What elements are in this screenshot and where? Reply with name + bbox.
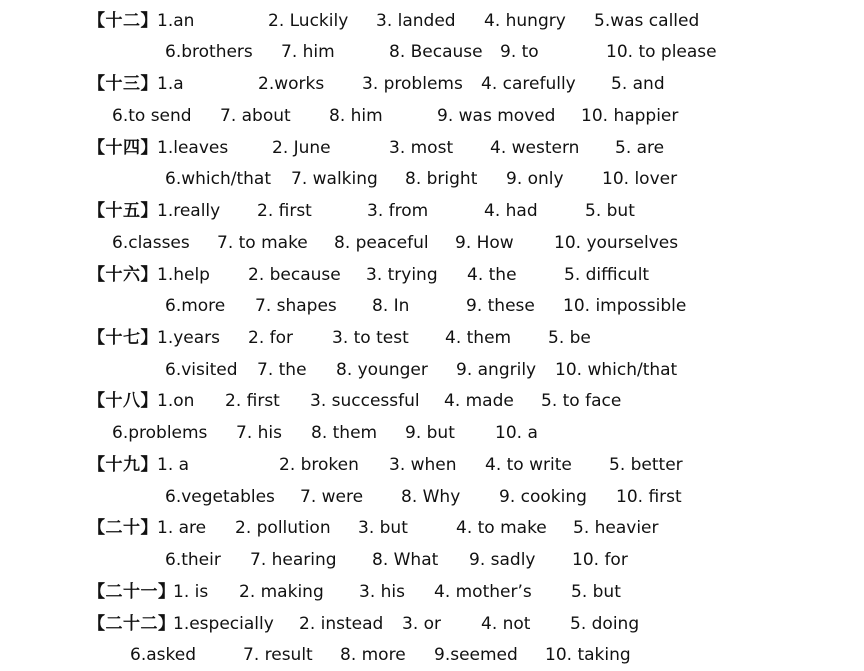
answer-item: 2. instead xyxy=(299,614,384,634)
section-label: 【十五】 xyxy=(88,201,158,221)
answer-item: 8. younger xyxy=(336,360,428,380)
section-label: 【十七】 xyxy=(88,328,158,348)
answer-item: 7. walking xyxy=(291,169,378,189)
answer-item: 6.asked xyxy=(130,645,196,665)
answer-item: 5. but xyxy=(585,201,635,221)
answer-item: 6.brothers xyxy=(165,42,253,62)
answer-item: 5. better xyxy=(609,455,683,475)
answer-item: 8. What xyxy=(372,550,439,570)
answer-item: 3. to test xyxy=(332,328,409,348)
answer-item: 9.seemed xyxy=(434,645,518,665)
answer-item: 7. the xyxy=(257,360,307,380)
answer-item: 8. more xyxy=(340,645,406,665)
answer-line-17-a xyxy=(0,326,864,350)
answer-item: 4. to write xyxy=(485,455,572,475)
answer-item: 10. to please xyxy=(606,42,717,62)
answer-item: 9. was moved xyxy=(437,106,556,126)
answer-item: 4. to make xyxy=(456,518,547,538)
answer-line-16-b xyxy=(0,294,864,318)
section-label: 【十六】 xyxy=(88,265,158,285)
answer-item: 4. hungry xyxy=(484,11,566,31)
answer-item: 5. and xyxy=(611,74,665,94)
answer-item: 1.an xyxy=(157,11,195,31)
answer-item: 10. for xyxy=(572,550,628,570)
answer-item: 6.which/that xyxy=(165,169,271,189)
answer-line-12-a xyxy=(0,9,864,33)
answer-item: 3. from xyxy=(367,201,429,221)
answer-item: 9. to xyxy=(500,42,539,62)
answer-line-20-b xyxy=(0,548,864,572)
answer-item: 7. his xyxy=(236,423,282,443)
answer-item: 5.was called xyxy=(594,11,700,31)
answer-item: 10. taking xyxy=(545,645,631,665)
answer-item: 10. which/that xyxy=(555,360,678,380)
answer-item: 1.especially xyxy=(173,614,274,634)
answer-item: 5. are xyxy=(615,138,665,158)
answer-item: 2. because xyxy=(248,265,341,285)
answer-item: 1.leaves xyxy=(157,138,229,158)
answer-line-19-a xyxy=(0,453,864,477)
answer-item: 1.a xyxy=(157,74,184,94)
answer-item: 7. shapes xyxy=(255,296,337,316)
answer-item: 3. problems xyxy=(362,74,463,94)
answer-item: 9. sadly xyxy=(469,550,536,570)
answer-line-18-a xyxy=(0,389,864,413)
answer-item: 8. him xyxy=(329,106,383,126)
answer-item: 3. successful xyxy=(310,391,420,411)
section-label: 【二十一】 xyxy=(88,582,176,602)
answer-item: 5. doing xyxy=(570,614,640,634)
section-label: 【十八】 xyxy=(88,391,158,411)
section-label: 【十九】 xyxy=(88,455,158,475)
answer-item: 5. to face xyxy=(541,391,622,411)
answer-item: 1.years xyxy=(157,328,221,348)
answer-item: 6.problems xyxy=(112,423,208,443)
answer-item: 1.on xyxy=(157,391,195,411)
answer-item: 2. pollution xyxy=(235,518,331,538)
answer-item: 9. these xyxy=(466,296,535,316)
answer-item: 4. the xyxy=(467,265,517,285)
answer-line-13-b xyxy=(0,104,864,128)
answer-item: 10. lover xyxy=(602,169,678,189)
answer-item: 2. broken xyxy=(279,455,359,475)
answer-item: 3. most xyxy=(389,138,454,158)
answer-item: 5. but xyxy=(571,582,621,602)
section-label: 【二十】 xyxy=(88,518,158,538)
answer-item: 2. first xyxy=(225,391,280,411)
section-label: 【十三】 xyxy=(88,74,158,94)
answer-item: 2. making xyxy=(239,582,324,602)
section-label: 【十二】 xyxy=(88,11,158,31)
answer-line-16-a xyxy=(0,263,864,287)
answer-line-14-a xyxy=(0,136,864,160)
answer-item: 8. Why xyxy=(401,487,461,507)
answer-item: 1.help xyxy=(157,265,210,285)
answer-item: 8. bright xyxy=(405,169,478,189)
answer-line-22-a xyxy=(0,612,864,636)
answer-item: 4. carefully xyxy=(481,74,576,94)
answer-line-21 xyxy=(0,580,864,604)
answer-item: 2.works xyxy=(258,74,325,94)
answer-item: 1.really xyxy=(157,201,221,221)
answer-item: 3. landed xyxy=(376,11,456,31)
answer-item: 6.vegetables xyxy=(165,487,275,507)
answer-item: 6.to send xyxy=(112,106,192,126)
answer-line-18-b xyxy=(0,421,864,445)
answer-item: 3. when xyxy=(389,455,457,475)
answer-line-22-b xyxy=(0,643,864,667)
answer-line-14-b xyxy=(0,167,864,191)
answer-line-12-b xyxy=(0,40,864,64)
answer-item: 3. his xyxy=(359,582,405,602)
answer-item: 2. for xyxy=(248,328,293,348)
answer-item: 4. western xyxy=(490,138,580,158)
answer-item: 4. made xyxy=(444,391,514,411)
answer-item: 2. June xyxy=(272,138,331,158)
answer-item: 4. had xyxy=(484,201,538,221)
answer-line-19-b xyxy=(0,485,864,509)
answer-item: 6.their xyxy=(165,550,221,570)
answer-item: 7. hearing xyxy=(250,550,337,570)
answer-item: 9. angrily xyxy=(456,360,537,380)
section-label: 【二十二】 xyxy=(88,614,176,634)
answer-line-15-a xyxy=(0,199,864,223)
answer-item: 4. not xyxy=(481,614,531,634)
answer-item: 5. heavier xyxy=(573,518,659,538)
answer-item: 3. trying xyxy=(366,265,438,285)
answer-item: 10. first xyxy=(616,487,682,507)
answer-item: 1. a xyxy=(157,455,190,475)
answer-item: 4. mother’s xyxy=(434,582,532,602)
answer-item: 6.classes xyxy=(112,233,190,253)
answer-item: 10. yourselves xyxy=(554,233,679,253)
answer-item: 3. or xyxy=(402,614,442,634)
answer-item: 2. Luckily xyxy=(268,11,349,31)
answer-line-15-b xyxy=(0,231,864,255)
answer-item: 10. impossible xyxy=(563,296,687,316)
answer-item: 2. first xyxy=(257,201,312,221)
answer-item: 3. but xyxy=(358,518,408,538)
answer-item: 10. happier xyxy=(581,106,679,126)
answer-item: 5. be xyxy=(548,328,591,348)
answer-item: 6.visited xyxy=(165,360,238,380)
answer-item: 6.more xyxy=(165,296,226,316)
answer-item: 1. are xyxy=(157,518,207,538)
answer-item: 9. only xyxy=(506,169,564,189)
section-label: 【十四】 xyxy=(88,138,158,158)
answer-line-17-b xyxy=(0,358,864,382)
answer-item: 5. difficult xyxy=(564,265,650,285)
answer-item: 10. a xyxy=(495,423,538,443)
answer-item: 8. In xyxy=(372,296,410,316)
answer-item: 7. about xyxy=(220,106,291,126)
answer-item: 7. to make xyxy=(217,233,308,253)
answer-line-13-a xyxy=(0,72,864,96)
answer-item: 7. were xyxy=(300,487,364,507)
answer-item: 7. result xyxy=(243,645,313,665)
answer-item: 9. How xyxy=(455,233,514,253)
answer-item: 7. him xyxy=(281,42,335,62)
answer-item: 9. but xyxy=(405,423,455,443)
answer-item: 4. them xyxy=(445,328,512,348)
answer-item: 8. them xyxy=(311,423,378,443)
answer-item: 8. peaceful xyxy=(334,233,429,253)
answer-item: 9. cooking xyxy=(499,487,587,507)
answer-item: 1. is xyxy=(173,582,209,602)
answer-item: 8. Because xyxy=(389,42,483,62)
answer-line-20-a xyxy=(0,516,864,540)
